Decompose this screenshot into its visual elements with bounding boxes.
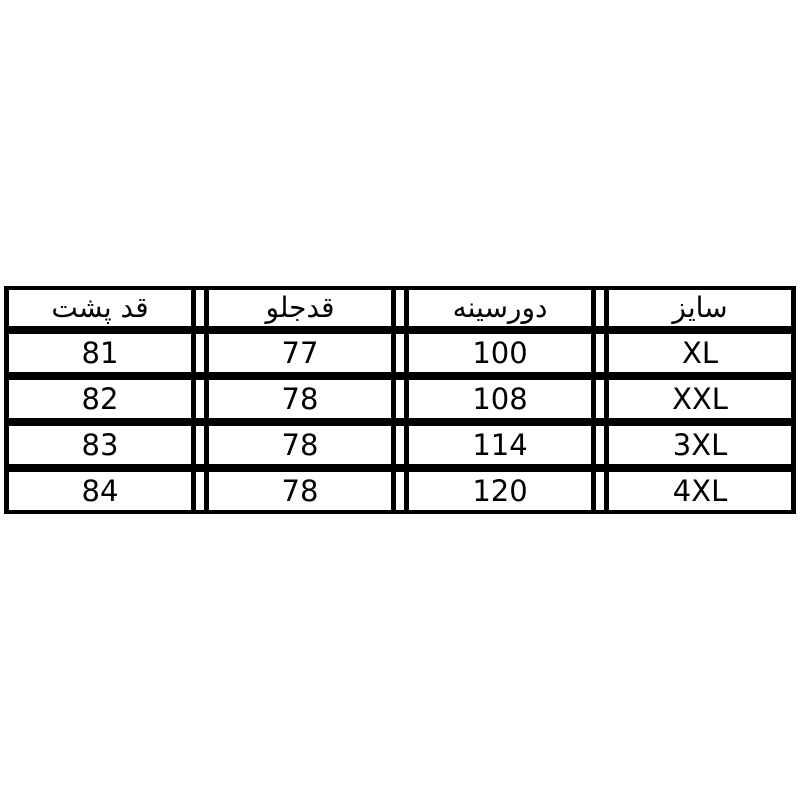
cell-back-length: 83 — [4, 426, 196, 464]
col-header-front-length: قدجلو — [204, 290, 396, 326]
cell-chest: 108 — [404, 380, 596, 418]
cell-chest: 120 — [404, 472, 596, 510]
size-chart-table — [4, 286, 796, 514]
cell-chest: 114 — [404, 426, 596, 464]
cell-size: 4XL — [604, 472, 796, 510]
cell-size: XXL — [604, 380, 796, 418]
cell-front-length: 78 — [204, 472, 396, 510]
cell-size: 3XL — [604, 426, 796, 464]
table-row — [4, 468, 796, 514]
table-row — [4, 330, 796, 376]
cell-back-length: 84 — [4, 472, 196, 510]
table-row — [4, 376, 796, 422]
table-row — [4, 422, 796, 468]
col-header-size: سایز — [604, 290, 796, 326]
cell-chest: 100 — [404, 334, 596, 372]
cell-front-length: 78 — [204, 426, 396, 464]
cell-back-length: 82 — [4, 380, 196, 418]
cell-front-length: 77 — [204, 334, 396, 372]
cell-back-length: 81 — [4, 334, 196, 372]
col-header-chest: دورسینه — [404, 290, 596, 326]
col-header-back-length: قد پشت — [4, 290, 196, 326]
cell-front-length: 78 — [204, 380, 396, 418]
cell-size: XL — [604, 334, 796, 372]
table-header-row — [4, 286, 796, 330]
